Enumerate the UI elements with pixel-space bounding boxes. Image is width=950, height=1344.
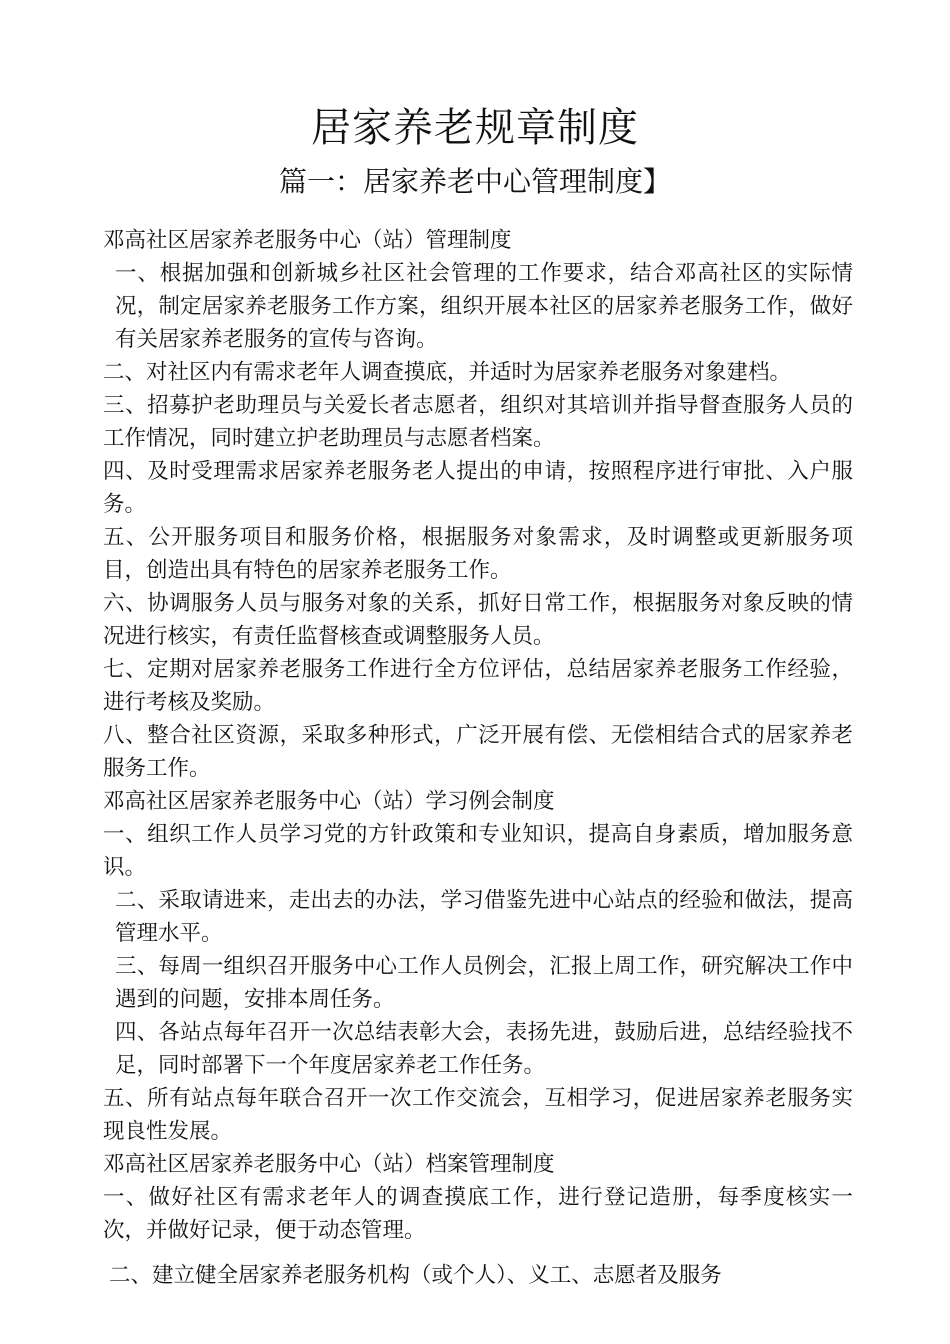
paragraph: 七、定期对居家养老服务工作进行全方位评估，总结居家养老服务工作经验，进行考核及奖励。 xyxy=(103,657,853,715)
document-title: 居家养老规章制度 xyxy=(311,105,639,151)
paragraph: 五、所有站点每年联合召开一次工作交流会，互相学习，促进居家养老服务实现良性发展。 xyxy=(103,1086,853,1144)
paragraph: 一、做好社区有需求老年人的调查摸底工作，进行登记造册，每季度核实一次，并做好记录，便于动态管理。 xyxy=(103,1185,853,1243)
paragraph: 四、及时受理需求居家养老服务老人提出的申请，按照程序进行审批、入户服务。 xyxy=(103,459,853,517)
section-heading-management: 邓高社区居家养老服务中心（站）管理制度 xyxy=(103,228,512,253)
paragraph: 四、各站点每年召开一次总结表彰大会，表扬先进，鼓励后进，总结经验找不足，同时部署下一个年度居家养老工作任务。 xyxy=(115,1020,853,1078)
paragraph: 三、每周一组织召开服务中心工作人员例会，汇报上周工作，研究解决工作中遇到的问题，安排本周任务。 xyxy=(115,954,853,1012)
paragraph: 六、协调服务人员与服务对象的关系，抓好日常工作，根据服务对象反映的情况进行核实，有责任监督核查或调整服务人员。 xyxy=(103,591,853,649)
section-heading-study-meeting: 邓高社区居家养老服务中心（站）学习例会制度 xyxy=(103,789,555,814)
document-subtitle: 篇一：居家养老中心管理制度】 xyxy=(278,165,671,198)
paragraph: 五、公开服务项目和服务价格，根据服务对象需求，及时调整或更新服务项目，创造出具有特色的居家养老服务工作。 xyxy=(103,525,853,583)
paragraph: 二、对社区内有需求老年人调查摸底，并适时为居家养老服务对象建档。 xyxy=(103,360,792,385)
document-body xyxy=(103,224,853,1292)
paragraph: 二、采取请进来，走出去的办法，学习借鉴先进中心站点的经验和做法，提高管理水平。 xyxy=(115,888,853,946)
section-heading-archive: 邓高社区居家养老服务中心（站）档案管理制度 xyxy=(103,1152,555,1177)
paragraph: 一、组织工作人员学习党的方针政策和专业知识，提高自身素质，增加服务意识。 xyxy=(103,822,853,880)
paragraph: 八、整合社区资源，采取多种形式，广泛开展有偿、无偿相结合式的居家养老服务工作。 xyxy=(103,723,853,781)
paragraph: 一、根据加强和创新城乡社区社会管理的工作要求，结合邓高社区的实际情况，制定居家养老服务工作方案，组织开展本社区的居家养老服务工作，做好有关居家养老服务的宣传与咨询。 xyxy=(115,261,853,352)
paragraph: 三、招募护老助理员与关爱长者志愿者，组织对其培训并指导督查服务人员的工作情况，同时建立护老助理员与志愿者档案。 xyxy=(103,393,853,451)
paragraph: 二、建立健全居家养老服务机构（或个人）、义工、志愿者及服务 xyxy=(109,1263,722,1288)
